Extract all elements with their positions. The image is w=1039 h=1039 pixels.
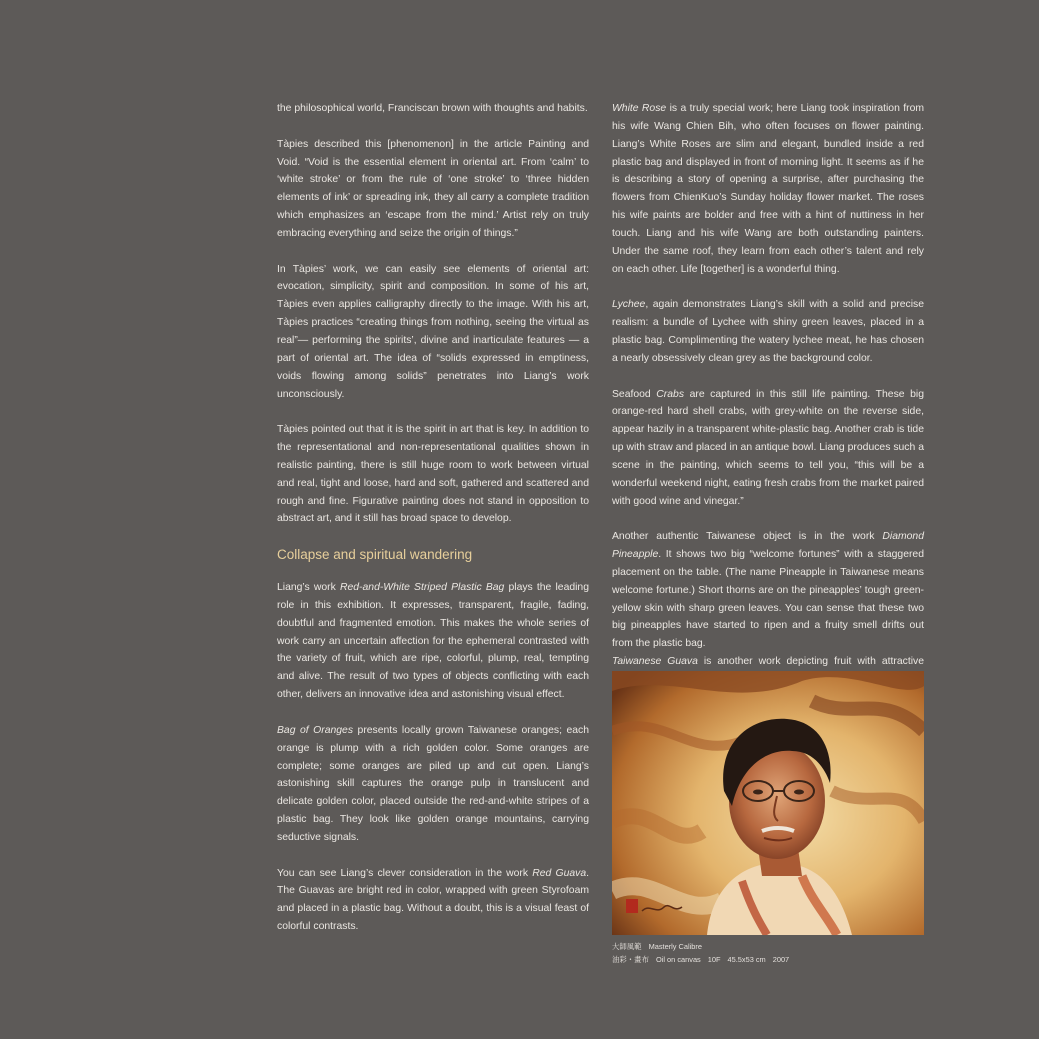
artwork-title: Taiwanese Guava [612, 656, 698, 668]
text: . It shows two big “welcome fortunes” with a staggered placement on the table. (The name Pineapple in Taiwanese means welcome fortune.) Short thorns are on the pineapples’ tough green-yellow skin with sharp green leaves. You can sense that these two big pineapples have started to ripen and a fruity smell drifts out from the plastic bag. [612, 549, 924, 650]
paragraph [277, 865, 589, 936]
left-text-column [277, 100, 589, 954]
paragraph: the philosophical world, Franciscan brown with thoughts and habits. [277, 103, 588, 114]
paragraph: In Tàpies’ work, we can easily see elements of oriental art: evocation, simplicity, spirit and composition. In some of his art, Tàpies even applies calligraphy directly to the image. With his art, Tàpies practices “creating things from nothing, seeing the virtual as real”— performing the spirits’, divine and inarticulate features — a part of oriental art. The idea of “solids expressed in emptiness, voids flowing among solids” penetrates into Liang’s work unconsciously. [277, 263, 589, 400]
text: Seafood [612, 388, 657, 400]
text: Liang’s work [277, 582, 340, 594]
paragraph [612, 100, 924, 278]
paragraph: Tàpies pointed out that it is the spirit in art that is key. In addition to the representational and non-representational qualities shown in realistic painting, there is still huge room to work between virtual and real, tight and loose, hard and soft, gathered and scattered and rough and fine. Figurative painting does not stand in opposition to abstract art, and it still has broad space to develop. [277, 424, 589, 525]
caption-title-line [612, 941, 796, 954]
caption-medium-zh: 油彩・畫布 [612, 954, 649, 964]
caption-size-code: 10F [707, 954, 721, 964]
artwork-title: Diamond Pineapple [612, 531, 924, 561]
text: . The Guavas are bright red in color, wrapped with green Styrofoam and placed in a plastic bag. Without a doubt, this is a visual feast of colorful contrasts. [277, 867, 589, 933]
text: , again demonstrates Liang’s skill with a solid and precise realism: a bundle of Lychee with shiny green leaves, placed in a plastic bag. Complimenting the watery lychee meat, he has chosen a nearly obsessively clean grey as the background color. [612, 299, 924, 364]
text: Another authentic Taiwanese object is in the work [612, 531, 883, 543]
paragraph [612, 528, 924, 653]
paragraph [612, 386, 924, 511]
portrait-painting [612, 671, 924, 935]
text: are captured in this still life painting. These big orange-red hard shell crabs, with grey-white on the reverse side, appear hazily in a transparent white-plastic bag. Another crab is tide up with straw and placed in an antique bowl. Liang produces such a scene in the painting, which seems to tell you, “this will be a wonderful weekend night, eating fresh crabs from the market paired with good wine and vinegar.” [612, 388, 924, 507]
artwork-title: Crabs [656, 388, 685, 400]
artwork-title: Lychee [612, 299, 646, 311]
text: presents locally grown Taiwanese oranges; each orange is plump with a rich golden color. Some oranges are complete; some oranges are piled up and cut open. Liang’s astonishing skill captures the orange pulp in translucent and delicate golden color, placed outside the red-and-white stripes of a plastic bag. They look like golden orange mountains, carrying seductive signals. [277, 724, 589, 843]
section-heading: Collapse and spiritual wandering [277, 547, 473, 563]
text: plays the leading role in this exhibition. It expresses, transparent, fragile, fading, doubtful and fragmented emotion. This makes the whole series of work carry an uncertain affection for the ephemeral contrasted with the variety of fruit, which are ripe, colorful, plump, real, tempting and alive. The result of two types of objects conflicting with each other, delivers an innovative idea and astonishing visual effect. [277, 582, 589, 701]
caption-dimensions: 45.5x53 cm [727, 954, 766, 964]
caption-medium-en: Oil on canvas [655, 954, 701, 964]
text: You can see Liang’s clever consideration in the work [277, 867, 533, 879]
artwork-title: White Rose [612, 103, 667, 114]
paragraph [277, 722, 589, 847]
text: is a truly special work; here Liang took inspiration from his wife Wang Chien Bih, who often focuses on flower painting. Liang’s White Roses are slim and elegant, bundled inside a red plastic bag and displayed in front of morning light. It seems as if he is describing a story of opening a surprise, after purchasing the flowers from ChienKuo’s Sunday holiday flower market. The roses his wife paints are bolder and free with a hint of nuttiness in her touch. Liang and his wife Wang are both outstanding painters. Under the same roof, they learn from each other’s talent and rely on each other. Life [together] is a wonderful thing. [612, 103, 924, 275]
paragraph: Tàpies described this [phenomenon] in the article Painting and Void. “Void is the essential element in oriental art. From ‘calm’ to ‘white stroke’ or from the rule of ‘one stroke’ to ‘three hidden elements of ink’ or spreading ink, they all carry a complete tradition which emphasizes an ‘escape from the mind.’ Artist rely on truly embracing everything and seize the origin of things.” [277, 138, 589, 239]
right-text-column [612, 100, 924, 707]
paragraph [277, 579, 589, 704]
caption-details-line [612, 954, 796, 967]
portrait-painting-image [612, 671, 924, 935]
artwork-title: Bag of Oranges [277, 724, 354, 736]
caption-title-zh: 大師風範 [612, 942, 642, 951]
artwork-title: Red Guava [532, 867, 587, 879]
paragraph [612, 296, 924, 367]
caption-year: 2007 [772, 954, 790, 964]
text: is another work depicting fruit with attractive [703, 656, 924, 668]
caption-title-en: Masterly Calibre [648, 942, 702, 951]
artwork-caption [612, 941, 796, 966]
artwork-title: Red-and-White Striped Plastic Bag [339, 582, 505, 594]
